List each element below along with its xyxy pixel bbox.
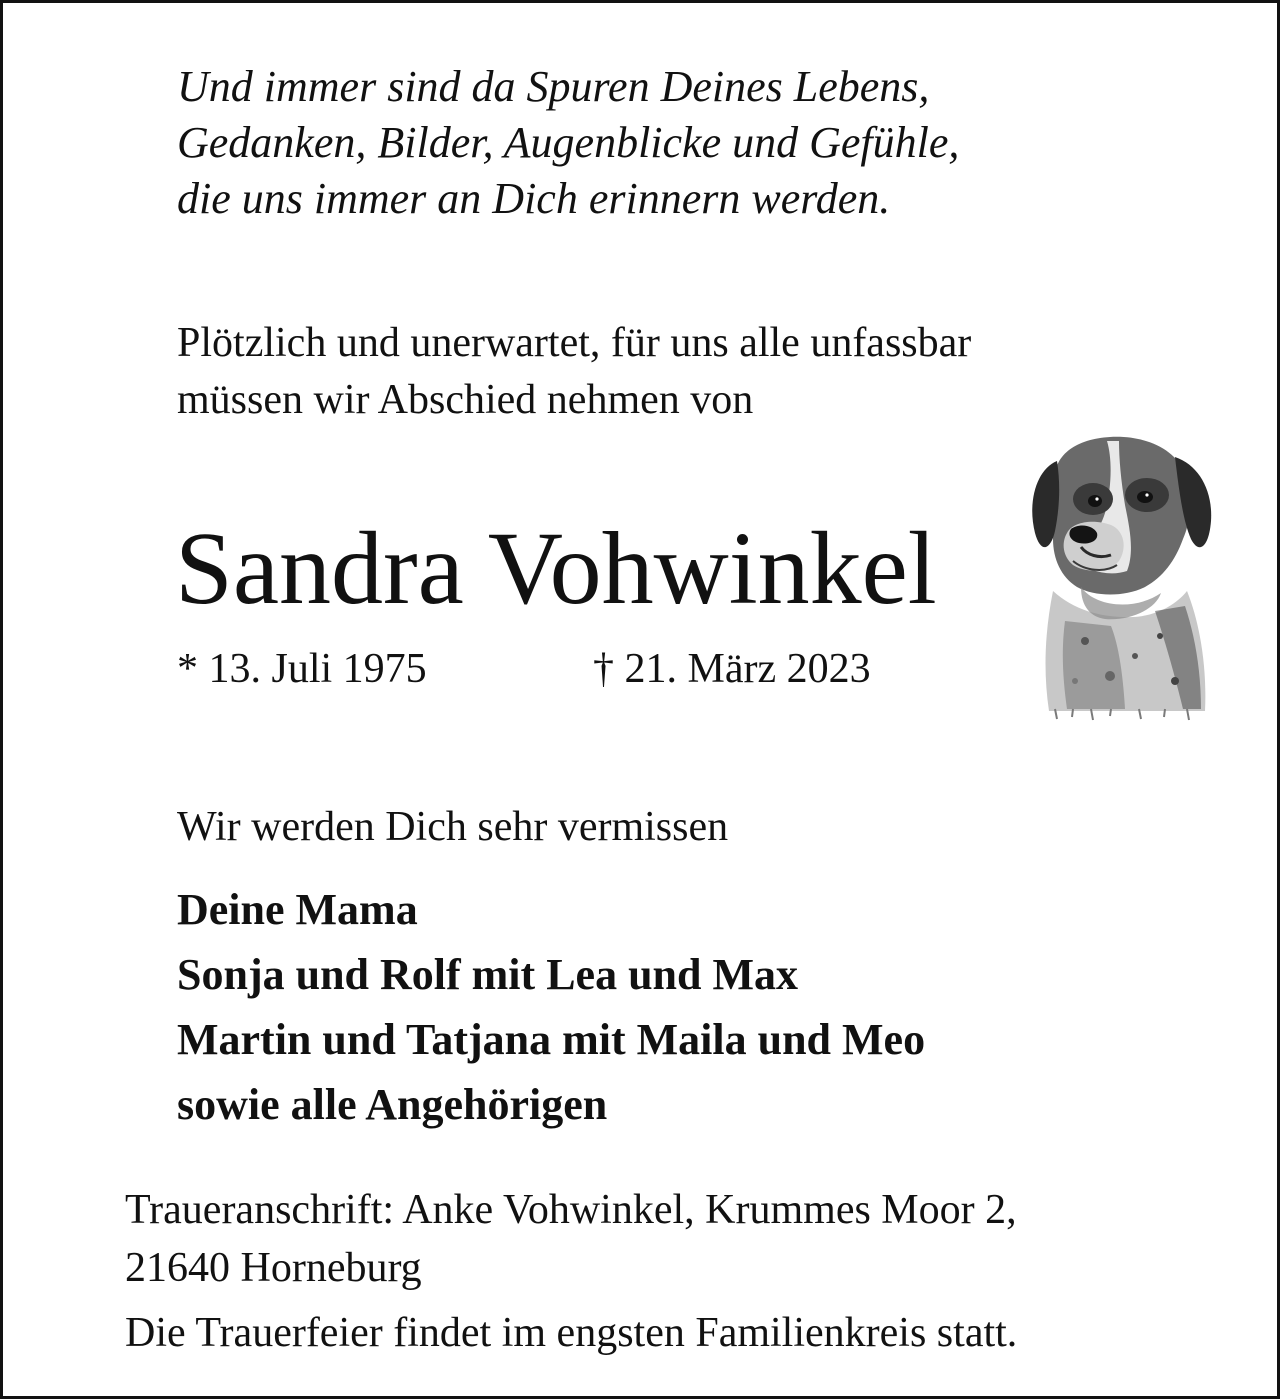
mourning-address [125,1181,1017,1297]
announcement-intro [177,315,971,429]
mourner-line: sowie alle Angehörigen [177,1080,608,1129]
mourner-line: Deine Mama [177,885,418,934]
poem-line: Und immer sind da Spuren Deines Lebens, [177,62,930,111]
dog-portrait-icon [1015,421,1215,721]
address-line: Traueranschrift: Anke Vohwinkel, Krummes Moor 2, [125,1187,1017,1233]
mourners-list [177,877,925,1137]
birth-date: * 13. Juli 1975 [177,646,427,692]
poem-line: Gedanken, Bilder, Augenblicke und Gefühle, [177,118,960,167]
mourner-line: Martin und Tatjana mit Maila und Meo [177,1015,926,1064]
ceremony-note: Die Trauerfeier findet im engsten Familienkreis statt. [125,1310,1018,1356]
memorial-poem [177,59,959,227]
intro-line: Plötzlich und unerwartet, für uns alle unfassbar [177,320,972,366]
address-line: 21640 Horneburg [125,1245,422,1291]
farewell-message: Wir werden Dich sehr vermissen [177,804,729,850]
intro-line: müssen wir Abschied nehmen von [177,377,754,423]
deceased-name: Sandra Vohwinkel [175,511,937,626]
death-date: † 21. März 2023 [593,646,871,692]
poem-line: die uns immer an Dich erinnern werden. [177,174,891,223]
mourner-line: Sonja und Rolf mit Lea und Max [177,950,799,999]
